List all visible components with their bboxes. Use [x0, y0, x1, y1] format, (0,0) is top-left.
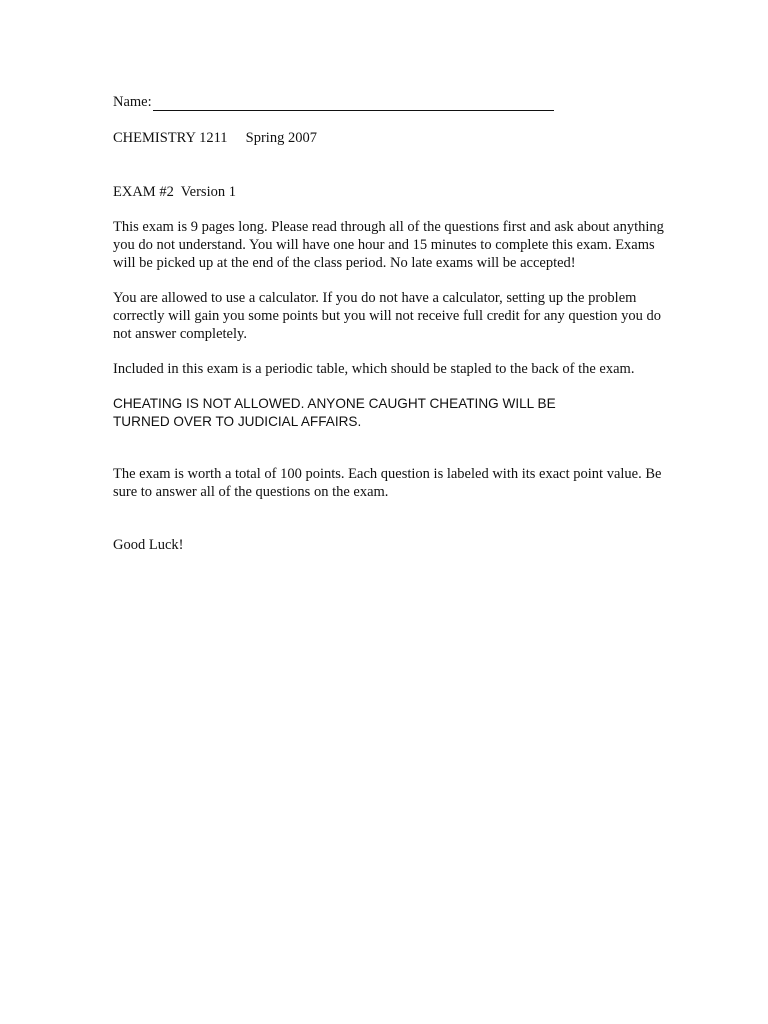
- course-title: CHEMISTRY 1211 Spring 2007: [113, 130, 317, 146]
- cheating-warning-line-2: TURNED OVER TO JUDICIAL AFFAIRS.: [113, 414, 362, 429]
- instructions-paragraph-periodic-table: Included in this exam is a periodic table, which should be stapled to the back of the exam.: [113, 361, 635, 377]
- cheating-warning-line-1: CHEATING IS NOT ALLOWED. ANYONE CAUGHT CHEATING WILL BE: [113, 396, 556, 411]
- name-blank-line: [153, 96, 554, 111]
- cheating-warning: [113, 395, 673, 431]
- name-label: Name:: [113, 94, 152, 110]
- exam-title: EXAM #2 Version 1: [113, 184, 236, 200]
- exam-cover-page: [113, 93, 673, 554]
- instructions-paragraph-length: This exam is 9 pages long. Please read through all of the questions first and ask about anything you do not understand. You will have one hour and 15 minutes to complete this exam. Exams will be picked up at the end of the class period. No late exams will be accepted!: [113, 219, 664, 271]
- name-field-row: [113, 93, 673, 111]
- closing-message: Good Luck!: [113, 537, 184, 553]
- instructions-paragraph-calculator: You are allowed to use a calculator. If you do not have a calculator, setting up the problem correctly will gain you some points but you will not receive full credit for any question you do not answer completely.: [113, 290, 662, 342]
- instructions-paragraph-points: The exam is worth a total of 100 points. Each question is labeled with its exact point value. Be sure to answer all of the questions on the exam.: [113, 466, 662, 500]
